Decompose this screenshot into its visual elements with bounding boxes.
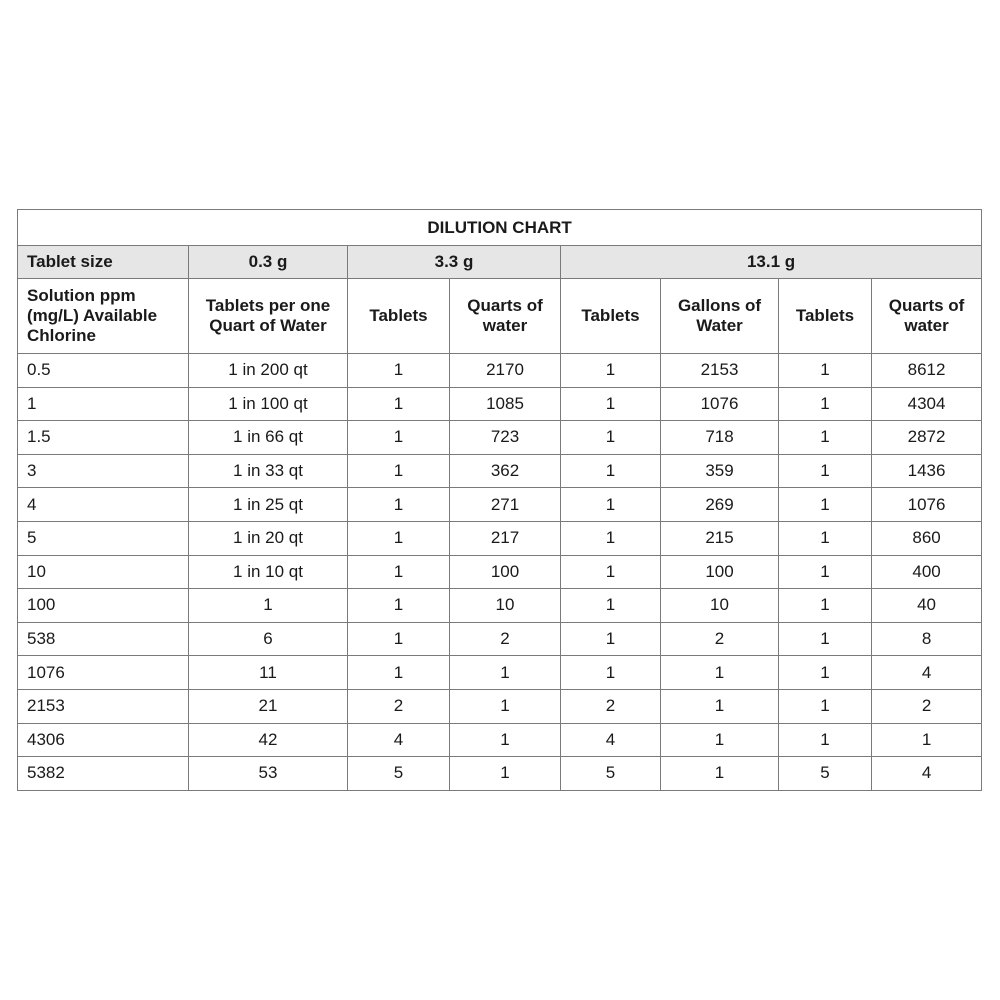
table-cell: 1 (189, 589, 348, 623)
table-cell: 1 (779, 354, 872, 388)
table-row (18, 555, 982, 589)
table-cell: 1 (779, 488, 872, 522)
table-cell: 271 (450, 488, 561, 522)
table-cell: 1 (450, 757, 561, 791)
table-cell: 1 (779, 689, 872, 723)
table-cell: 2 (872, 689, 982, 723)
ppm-cell: 3 (18, 454, 189, 488)
table-cell: 1 (872, 723, 982, 757)
table-cell: 4 (872, 656, 982, 690)
table-cell: 1 (348, 622, 450, 656)
table-cell: 269 (661, 488, 779, 522)
table-cell: 1 (561, 421, 661, 455)
table-cell: 860 (872, 521, 982, 555)
table-cell: 21 (189, 689, 348, 723)
chart-title: DILUTION CHART (18, 210, 982, 246)
table-cell: 1 in 25 qt (189, 488, 348, 522)
ppm-cell: 1.5 (18, 421, 189, 455)
table-cell: 2 (450, 622, 561, 656)
table-cell: 1 (561, 589, 661, 623)
table-cell: 4 (872, 757, 982, 791)
table-cell: 4 (348, 723, 450, 757)
table-cell: 1 (450, 689, 561, 723)
table-cell: 1 (348, 421, 450, 455)
ppm-cell: 4306 (18, 723, 189, 757)
table-cell: 1 (779, 454, 872, 488)
table-cell: 1 (561, 354, 661, 388)
table-cell: 1 (661, 757, 779, 791)
table-cell: 1 (779, 656, 872, 690)
table-cell: 1 (348, 589, 450, 623)
table-cell: 5 (348, 757, 450, 791)
table-cell: 1 (661, 723, 779, 757)
table-cell: 40 (872, 589, 982, 623)
table-cell: 1 (348, 555, 450, 589)
table-cell: 215 (661, 521, 779, 555)
table-cell: 8612 (872, 354, 982, 388)
dilution-table (17, 209, 982, 791)
ppm-cell: 5382 (18, 757, 189, 791)
table-row (18, 387, 982, 421)
tablet-size-row (18, 246, 982, 279)
ppm-cell: 2153 (18, 689, 189, 723)
table-cell: 2 (661, 622, 779, 656)
table-cell: 1 (779, 622, 872, 656)
table-cell: 1 (561, 387, 661, 421)
table-cell: 100 (450, 555, 561, 589)
ppm-cell: 1 (18, 387, 189, 421)
table-cell: 718 (661, 421, 779, 455)
table-row (18, 622, 982, 656)
table-row (18, 454, 982, 488)
table-cell: 1 (561, 555, 661, 589)
dilution-chart (17, 209, 981, 791)
table-cell: 1 (779, 421, 872, 455)
table-cell: 100 (661, 555, 779, 589)
size-13-1g: 13.1 g (561, 246, 982, 279)
table-cell: 8 (872, 622, 982, 656)
table-cell: 1 (348, 656, 450, 690)
column-header: Tablets per one Quart of Water (189, 279, 348, 354)
ppm-cell: 5 (18, 521, 189, 555)
table-cell: 1 (348, 354, 450, 388)
table-cell: 1085 (450, 387, 561, 421)
ppm-cell: 100 (18, 589, 189, 623)
table-cell: 2153 (661, 354, 779, 388)
table-cell: 1 (561, 521, 661, 555)
size-0-3g: 0.3 g (189, 246, 348, 279)
column-header: Solution ppm (mg/L) Available Chlorine (18, 279, 189, 354)
table-cell: 2 (348, 689, 450, 723)
column-header-row (18, 279, 982, 354)
table-cell: 1076 (872, 488, 982, 522)
table-cell: 1 in 66 qt (189, 421, 348, 455)
ppm-cell: 0.5 (18, 354, 189, 388)
ppm-cell: 4 (18, 488, 189, 522)
table-row (18, 723, 982, 757)
table-cell: 1436 (872, 454, 982, 488)
table-cell: 42 (189, 723, 348, 757)
tablet-size-label: Tablet size (18, 246, 189, 279)
table-cell: 723 (450, 421, 561, 455)
column-header: Quarts of water (450, 279, 561, 354)
ppm-cell: 1076 (18, 656, 189, 690)
table-row (18, 488, 982, 522)
table-cell: 1 (779, 589, 872, 623)
table-row (18, 757, 982, 791)
ppm-cell: 538 (18, 622, 189, 656)
table-cell: 1 (561, 656, 661, 690)
table-row (18, 689, 982, 723)
table-cell: 1 (348, 387, 450, 421)
table-cell: 1 in 20 qt (189, 521, 348, 555)
table-cell: 11 (189, 656, 348, 690)
table-cell: 1 (450, 723, 561, 757)
table-cell: 1 (779, 723, 872, 757)
table-row (18, 354, 982, 388)
table-cell: 1 in 100 qt (189, 387, 348, 421)
table-cell: 1 (348, 488, 450, 522)
table-row (18, 589, 982, 623)
table-cell: 2170 (450, 354, 561, 388)
table-cell: 1 (779, 521, 872, 555)
table-cell: 53 (189, 757, 348, 791)
table-cell: 6 (189, 622, 348, 656)
title-row (18, 210, 982, 246)
table-cell: 5 (779, 757, 872, 791)
table-cell: 1 (661, 656, 779, 690)
column-header: Gallons of Water (661, 279, 779, 354)
table-cell: 359 (661, 454, 779, 488)
table-cell: 400 (872, 555, 982, 589)
table-cell: 1 in 33 qt (189, 454, 348, 488)
size-3-3g: 3.3 g (348, 246, 561, 279)
table-cell: 217 (450, 521, 561, 555)
table-cell: 1 (450, 656, 561, 690)
table-cell: 1 in 10 qt (189, 555, 348, 589)
table-cell: 10 (661, 589, 779, 623)
table-cell: 1 in 200 qt (189, 354, 348, 388)
table-row (18, 521, 982, 555)
table-cell: 1 (348, 454, 450, 488)
table-row (18, 421, 982, 455)
table-cell: 1 (779, 555, 872, 589)
table-cell: 2 (561, 689, 661, 723)
table-cell: 5 (561, 757, 661, 791)
column-header: Quarts of water (872, 279, 982, 354)
column-header: Tablets (561, 279, 661, 354)
table-cell: 4304 (872, 387, 982, 421)
table-cell: 1 (661, 689, 779, 723)
table-cell: 1 (348, 521, 450, 555)
table-row (18, 656, 982, 690)
table-cell: 1076 (661, 387, 779, 421)
table-cell: 362 (450, 454, 561, 488)
table-cell: 4 (561, 723, 661, 757)
column-header: Tablets (348, 279, 450, 354)
ppm-cell: 10 (18, 555, 189, 589)
table-cell: 10 (450, 589, 561, 623)
table-cell: 1 (779, 387, 872, 421)
table-cell: 1 (561, 454, 661, 488)
table-cell: 2872 (872, 421, 982, 455)
table-cell: 1 (561, 622, 661, 656)
table-cell: 1 (561, 488, 661, 522)
column-header: Tablets (779, 279, 872, 354)
